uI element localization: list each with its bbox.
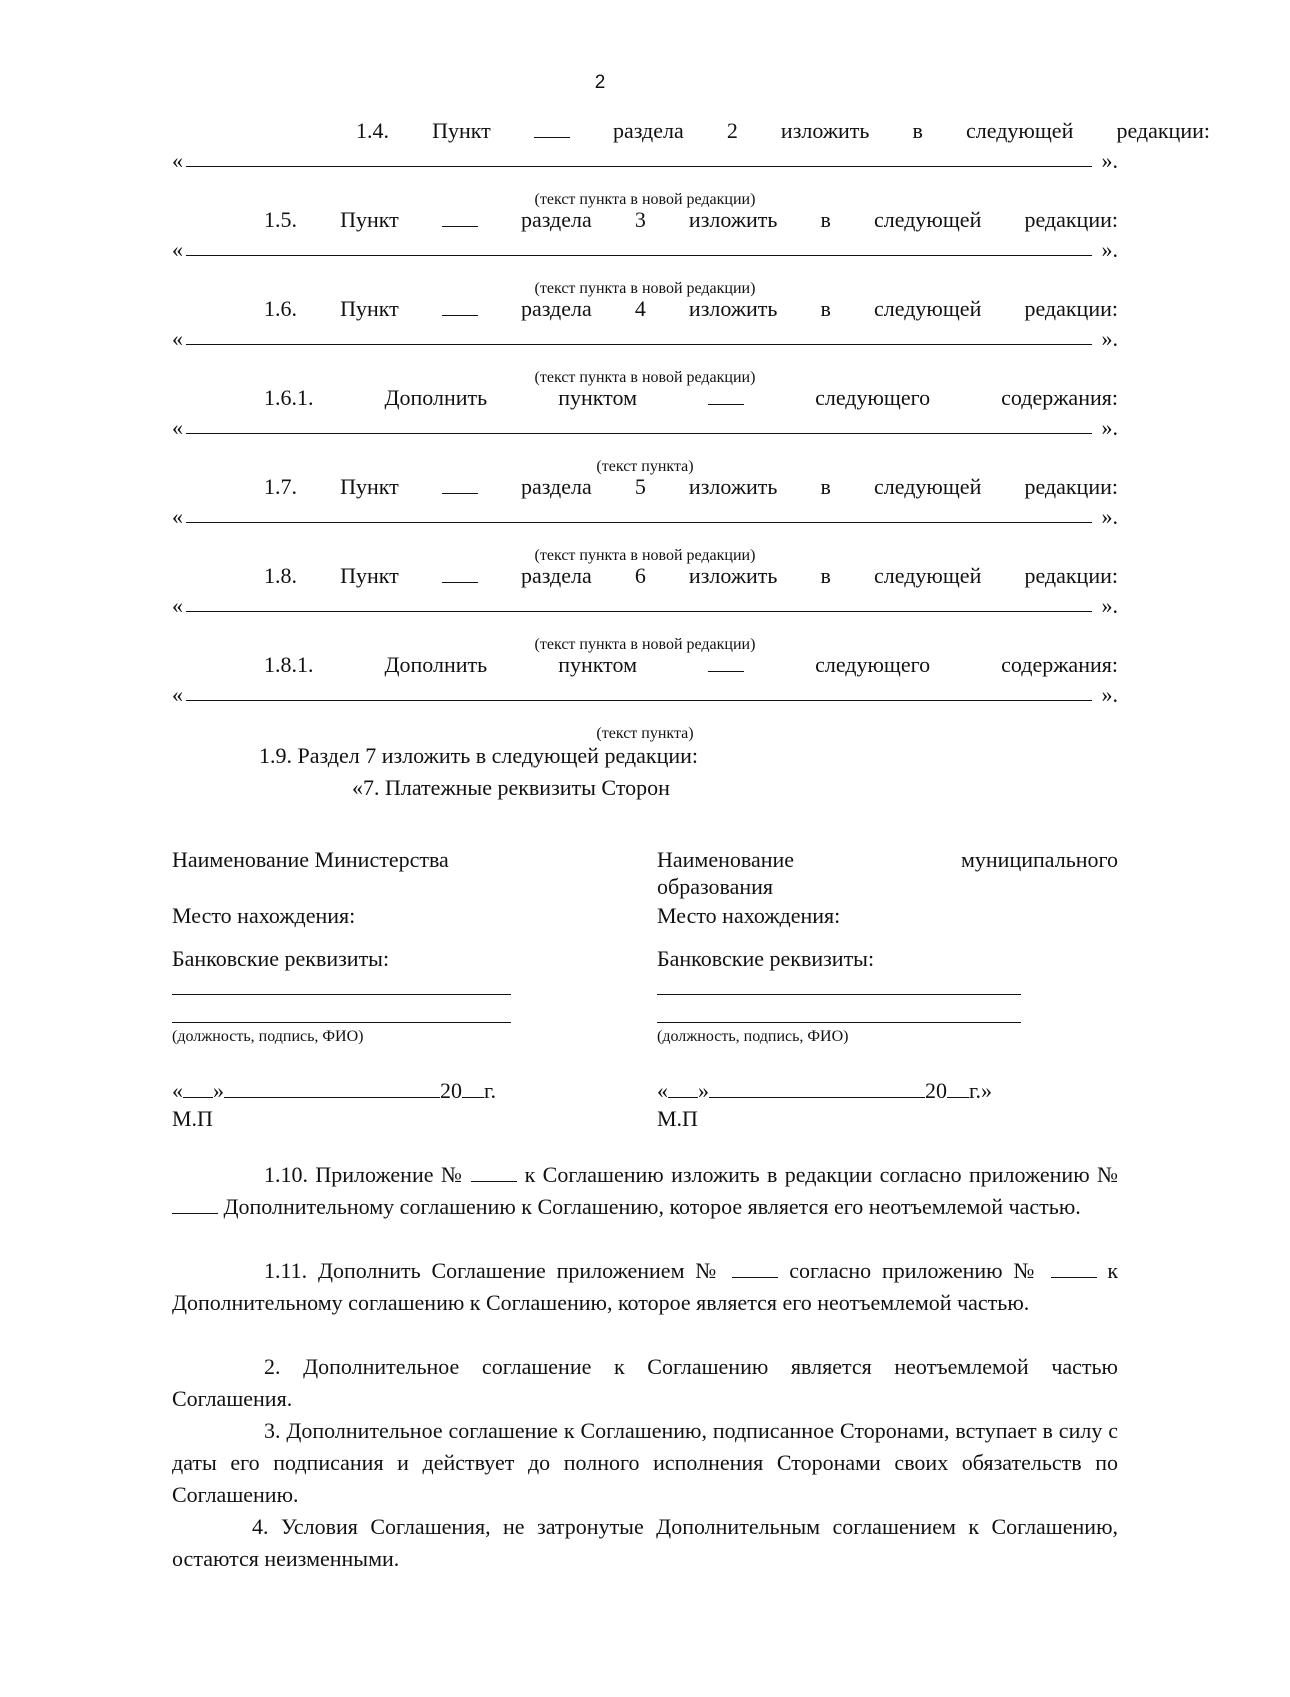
blank-field[interactable] <box>534 119 570 138</box>
quote-close: ». <box>1101 593 1118 618</box>
date-year-suffix: г.» <box>969 1078 993 1103</box>
item-1-8-line <box>264 563 1118 589</box>
item-1-5-line <box>264 207 1118 233</box>
quote-open: « <box>172 415 183 440</box>
item-1-5-fill-line[interactable] <box>172 236 1118 264</box>
item-word: раздела <box>520 474 592 499</box>
item-word: следующей <box>874 207 982 232</box>
left-signature-caption: (должность, подпись, ФИО) <box>172 1028 364 1045</box>
quote-open: « <box>172 326 183 351</box>
item-word: в <box>820 474 831 499</box>
appendix-number-blank[interactable] <box>471 1163 517 1182</box>
item-1-8-1-line <box>264 652 1118 678</box>
appendix-number-blank[interactable] <box>1051 1259 1097 1278</box>
item-word: содержания: <box>1001 652 1118 677</box>
quote-open: « <box>172 682 183 707</box>
right-date-line <box>657 1078 992 1104</box>
paragraph-3 <box>172 1415 1118 1511</box>
quote-close: ». <box>1101 682 1118 707</box>
appendix-number-blank[interactable] <box>172 1195 218 1214</box>
fill-rule <box>186 700 1092 701</box>
paragraph-text: 4. Условия Соглашения, не затронутые Дополнительным соглашением к Соглашению, остаются неизменными. <box>172 1514 1118 1571</box>
blank-field[interactable] <box>708 653 744 672</box>
section-number: 4 <box>634 296 646 321</box>
item-word: Пункт <box>340 474 399 499</box>
item-word: редакции: <box>1024 296 1118 321</box>
paragraph-text: согласно приложению № <box>789 1258 1040 1283</box>
item-1-5-caption: (текст пункта в новой редакции) <box>534 280 756 297</box>
item-1-8-1-fill-line[interactable] <box>172 681 1118 709</box>
fill-rule <box>186 433 1092 434</box>
year-blank[interactable] <box>462 1079 484 1098</box>
item-number: 1.4. <box>356 118 389 143</box>
quote-close: ». <box>1101 415 1118 440</box>
item-word: следующей <box>874 563 982 588</box>
paragraph-text: 3. Дополнительное соглашение к Соглашению, подписанное Сторонами, вступает в силу с даты его подписания и действует до полного исполнения Сторонами своих обязательств по Соглашению. <box>172 1418 1118 1507</box>
left-date-line <box>172 1078 496 1104</box>
item-word: Дополнить <box>384 385 488 410</box>
quote-open: « <box>172 593 183 618</box>
item-word: следующего <box>815 652 931 677</box>
left-stamp-label: М.П <box>172 1106 213 1131</box>
fill-rule <box>186 344 1092 345</box>
quote-open: « <box>172 237 183 262</box>
right-party-name-2: муниципального <box>960 847 1118 872</box>
item-number: 1.6.1. <box>264 385 314 410</box>
right-bank-line[interactable] <box>657 994 1021 995</box>
item-1-9-text: 1.9. Раздел 7 изложить в следующей редакции: <box>259 743 699 768</box>
item-1-4-caption: (текст пункта в новой редакции) <box>534 191 756 208</box>
blank-field[interactable] <box>442 475 478 494</box>
blank-field[interactable] <box>708 386 744 405</box>
page-number: 2 <box>594 72 606 93</box>
item-word: редакции: <box>1024 474 1118 499</box>
date-year-suffix: г. <box>484 1078 497 1103</box>
date-quote-close: » <box>698 1078 709 1103</box>
item-1-4-line <box>264 118 1210 144</box>
date-year: 20 <box>925 1078 947 1103</box>
blank-field[interactable] <box>442 208 478 227</box>
quote-close: ». <box>1101 326 1118 351</box>
paragraph-text: 2. Дополнительное соглашение к Соглашению является неотъемлемой частью Соглашения. <box>172 1354 1118 1411</box>
section-number: 5 <box>634 474 646 499</box>
item-word: изложить <box>688 207 778 232</box>
item-word: редакции: <box>1024 207 1118 232</box>
month-blank[interactable] <box>709 1079 925 1098</box>
item-number: 1.7. <box>264 474 297 499</box>
item-word: Пункт <box>340 563 399 588</box>
section-number: 3 <box>634 207 646 232</box>
item-word: раздела <box>612 118 684 143</box>
item-1-8-1-caption: (текст пункта) <box>596 725 694 742</box>
item-word: следующей <box>874 474 982 499</box>
item-1-4-fill-line[interactable] <box>172 147 1118 175</box>
left-bank-label: Банковские реквизиты: <box>172 946 390 971</box>
item-1-8-fill-line[interactable] <box>172 592 1118 620</box>
item-number: 1.6. <box>264 296 297 321</box>
day-blank[interactable] <box>668 1079 698 1098</box>
item-1-6-line <box>264 296 1118 322</box>
item-word: раздела <box>520 296 592 321</box>
paragraph-text: к Соглашению изложить в редакции согласно приложению № <box>524 1162 1119 1187</box>
paragraph-2 <box>172 1351 1118 1415</box>
item-word: пунктом <box>558 652 638 677</box>
left-party-name: Наименование Министерства <box>172 847 449 872</box>
item-number: 1.8.1. <box>264 652 314 677</box>
item-word: Пункт <box>432 118 491 143</box>
quote-open: « <box>172 148 183 173</box>
item-word: содержания: <box>1001 385 1118 410</box>
section-7-title: «7. Платежные реквизиты Сторон <box>352 775 670 800</box>
left-location-label: Место нахождения: <box>172 903 356 928</box>
left-signature-line[interactable] <box>172 1022 511 1023</box>
date-quote-open: « <box>657 1078 668 1103</box>
paragraph-text: 1.11. Дополнить Соглашение приложением № <box>264 1258 722 1283</box>
quote-open: « <box>172 504 183 529</box>
item-number: 1.5. <box>264 207 297 232</box>
right-signature-caption: (должность, подпись, ФИО) <box>657 1028 849 1045</box>
item-1-6-1-caption: (текст пункта) <box>596 458 694 475</box>
item-number: 1.8. <box>264 563 297 588</box>
item-word: изложить <box>688 474 778 499</box>
item-word: в <box>820 296 831 321</box>
item-word: в <box>820 207 831 232</box>
paragraph-1-11 <box>172 1255 1118 1319</box>
month-blank[interactable] <box>224 1079 440 1098</box>
year-blank[interactable] <box>947 1079 969 1098</box>
fill-rule <box>186 255 1092 256</box>
paragraph-text: к Дополнительному соглашению к Соглашению, которое является его неотъемлемой частью. <box>172 1258 1119 1315</box>
paragraph-1-10 <box>172 1159 1118 1223</box>
item-word: Пункт <box>340 296 399 321</box>
paragraph-text: 1.10. Приложение № <box>264 1162 464 1187</box>
fill-rule <box>186 166 1092 167</box>
item-1-6-caption: (текст пункта в новой редакции) <box>534 369 756 386</box>
item-word: следующей <box>966 118 1074 143</box>
appendix-number-blank[interactable] <box>732 1259 778 1278</box>
left-bank-line[interactable] <box>172 994 511 995</box>
date-year: 20 <box>440 1078 462 1103</box>
date-quote-close: » <box>213 1078 224 1103</box>
item-word: Дополнить <box>384 652 488 677</box>
item-1-8-caption: (текст пункта в новой редакции) <box>534 636 756 653</box>
item-word: следующего <box>815 385 931 410</box>
blank-field[interactable] <box>442 564 478 583</box>
fill-rule <box>186 522 1092 523</box>
item-word: раздела <box>520 207 592 232</box>
paragraph-text: Дополнительному соглашению к Соглашению, которое является его неотъемлемой частью. <box>223 1194 1081 1219</box>
right-party-name-3: образования <box>657 874 774 899</box>
item-word: редакции: <box>1116 118 1210 143</box>
quote-close: ». <box>1101 237 1118 262</box>
quote-close: ». <box>1101 148 1118 173</box>
item-1-7-fill-line[interactable] <box>172 503 1118 531</box>
blank-field[interactable] <box>442 297 478 316</box>
item-1-6-fill-line[interactable] <box>172 325 1118 353</box>
right-stamp-label: М.П <box>657 1106 698 1131</box>
item-word: раздела <box>520 563 592 588</box>
quote-close: ». <box>1101 504 1118 529</box>
item-word: в <box>820 563 831 588</box>
item-1-6-1-fill-line[interactable] <box>172 414 1118 442</box>
fill-rule <box>186 611 1092 612</box>
item-word: изложить <box>688 563 778 588</box>
item-1-7-caption: (текст пункта в новой редакции) <box>534 547 756 564</box>
paragraph-4 <box>172 1511 1118 1575</box>
item-1-7-line <box>264 474 1118 500</box>
item-word: пунктом <box>558 385 638 410</box>
section-number: 6 <box>634 563 646 588</box>
right-bank-label: Банковские реквизиты: <box>657 946 875 971</box>
day-blank[interactable] <box>183 1079 213 1098</box>
item-word: в <box>912 118 923 143</box>
date-quote-open: « <box>172 1078 183 1103</box>
section-number: 2 <box>726 118 738 143</box>
right-party-name-1: Наименование <box>657 847 795 872</box>
item-word: изложить <box>780 118 870 143</box>
item-1-6-1-line <box>264 385 1118 411</box>
item-word: редакции: <box>1024 563 1118 588</box>
item-word: Пункт <box>340 207 399 232</box>
right-signature-line[interactable] <box>657 1022 1021 1023</box>
right-location-label: Место нахождения: <box>657 903 841 928</box>
item-word: следующей <box>874 296 982 321</box>
item-word: изложить <box>688 296 778 321</box>
